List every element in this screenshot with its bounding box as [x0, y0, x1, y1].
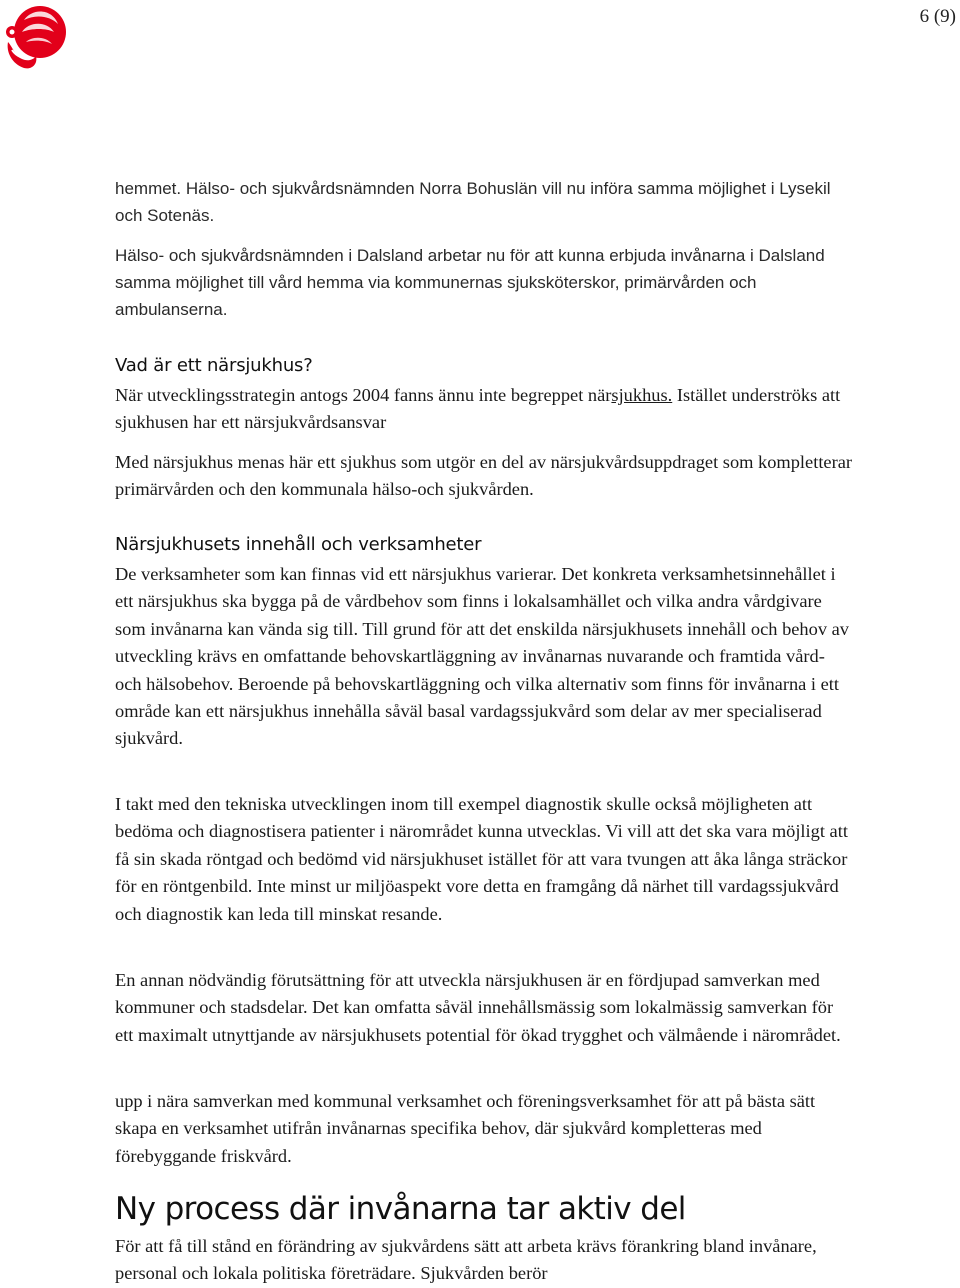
heading-ny-process: Ny process där invånarna tar aktiv del [115, 1191, 686, 1227]
paragraph-forening: upp i nära samverkan med kommunal verksamhet och föreningsverksamhet för att på bästa sätt skapa en verksamhet utifrån invånarnas specifika behov, där sjukvård kompletteras med förebyggande friskvård. [115, 1091, 816, 1166]
heading-innehall-verksamheter: Närsjukhusets innehåll och verksamheter [115, 534, 482, 555]
paragraph-strategy [115, 382, 855, 437]
paragraph-strategy-part-b: Istället underströks att sjukhusen har ett närsjukvårdsansvar [115, 385, 841, 433]
underlined-word: sjukhus. [611, 385, 673, 405]
red-rose-logo [2, 2, 70, 74]
paragraph-definition: Med närsjukhus menas här ett sjukhus som utgör en del av närsjukvårdsuppdraget som kompletterar primärvården och den kommunala hälso-och sjukvården. [115, 452, 852, 500]
paragraph-intro: hemmet. Hälso- och sjukvårdsnämnden Norra Bohuslän vill nu införa samma möjlighet i Lysekil och Sotenäs. [115, 179, 831, 225]
paragraph-dalsland: Hälso- och sjukvårdsnämnden i Dalsland arbetar nu för att kunna erbjuda invånarna i Dalsland samma möjlighet till vård hemma via kommunernas sjuksköterskor, primärvården och ambulanserna. [115, 246, 825, 319]
heading-vad-ar-narsjukhus: Vad är ett närsjukhus? [115, 355, 313, 376]
page-number: 6 (9) [919, 6, 956, 27]
paragraph-strategy-part-a: När utvecklingsstrategin antogs 2004 fanns ännu inte begreppet när [115, 385, 612, 405]
paragraph-teknik: I takt med den tekniska utvecklingen inom till exempel diagnostik skulle också möjligheten att bedöma och diagnostisera patienter i närområdet kunna utvecklas. Vi vill att det ska vara möjligt att få sin skada röntgad och bedömd vid närsjukhuset istället för att vara tvungen att åka långa sträckor för en röntgenbild. Inte minst ur miljöaspekt vore detta en framgång då närhet till vardagssjukvård och diagnostik kan leda till minskat resande. [115, 794, 848, 924]
paragraph-verksamheter: De verksamheter som kan finnas vid ett närsjukhus varierar. Det konkreta verksamhetsinnehållet i ett närsjukhus ska bygga på de vårdbehov som finns i lokalsamhället och vilka andra vårdgivare som invånarna kan vända sig till. Till grund för att det enskilda närsjukhusets innehåll och behov av utveckling krävs en omfattande behovskartläggning av invånarnas nuvarande och framtida vård- och hälsobehov. Beroende på behovskartläggning och vilka alternativ som finns för invånarna i ett område kan ett närsjukhus innehålla såväl basal vardagssjukvård som delar av mer specialiserad sjukvård. [115, 564, 849, 749]
paragraph-samverkan: En annan nödvändig förutsättning för att utveckla närsjukhusen är en fördjupad samverkan med kommuner och stadsdelar. Det kan omfatta såväl innehållsmässig som lokalmässig samverkan för ett maximalt utnyttjande av närsjukhusets potential för ökad trygghet och välmående i närområdet. [115, 970, 841, 1045]
paragraph-forankring: För att få till stånd en förändring av sjukvårdens sätt att arbeta krävs förankring bland invånare, personal och lokala politiska företrädare. Sjukvården berör [115, 1236, 817, 1284]
